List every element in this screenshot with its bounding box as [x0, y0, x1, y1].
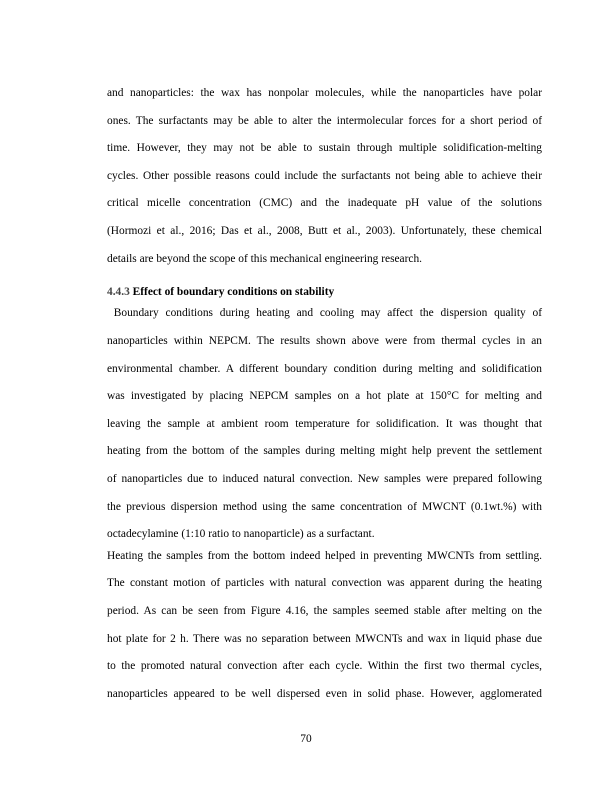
page-number: 70: [300, 733, 312, 745]
text-line: Boundary conditions during heating and cooling may affect the dispersion quality of: [107, 307, 542, 319]
section-heading: [107, 285, 542, 299]
section-title: Effect of boundary conditions on stability: [132, 286, 335, 298]
text-line: leaving the sample at ambient room temperature for solidification. It was thought that: [107, 418, 542, 430]
text-line: octadecylamine (1:10 ratio to nanoparticle) as a surfactant.: [107, 528, 375, 540]
text-line: of nanoparticles due to induced natural convection. New samples were prepared following: [107, 473, 542, 485]
text-line: nanoparticles within NEPCM. The results shown above were from thermal cycles in an: [107, 335, 542, 347]
text-line: critical micelle concentration (CMC) and the inadequate pH value of the solutions: [107, 197, 542, 209]
text-line: Heating the samples from the bottom indeed helped in preventing MWCNTs from settling.: [107, 550, 542, 562]
text-line: time. However, they may not be able to sustain through multiple solidification-melting: [107, 142, 542, 154]
text-line: (Hormozi et al., 2016; Das et al., 2008, Butt et al., 2003). Unfortunately, these chemical: [107, 225, 542, 237]
section-number: 4.4.3: [107, 286, 130, 298]
text-line: was investigated by placing NEPCM samples on a hot plate at 150°C for melting and: [107, 390, 542, 402]
text-line: environmental chamber. A different boundary condition during melting and solidification: [107, 363, 542, 375]
text-line: and nanoparticles: the wax has nonpolar molecules, while the nanoparticles have polar: [107, 87, 542, 99]
text-line: ones. The surfactants may be able to alter the intermolecular forces for a short period of: [107, 115, 542, 127]
text-line: the previous dispersion method using the same concentration of MWCNT (0.1wt.%) with: [107, 501, 542, 513]
text-line: hot plate for 2 h. There was no separation between MWCNTs and wax in liquid phase due: [107, 633, 542, 645]
text-line: nanoparticles appeared to be well dispersed even in solid phase. However, agglomerated: [107, 688, 542, 700]
text-line: to the promoted natural convection after each cycle. Within the first two thermal cycles,: [107, 660, 542, 672]
text-line: heating from the bottom of the samples during melting might help prevent the settlement: [107, 445, 542, 457]
text-line: details are beyond the scope of this mechanical engineering research.: [107, 253, 423, 265]
text-line: cycles. Other possible reasons could include the surfactants not being able to achieve their: [107, 170, 542, 182]
text-line: The constant motion of particles with natural convection was apparent during the heating: [107, 577, 542, 589]
text-line: period. As can be seen from Figure 4.16, the samples seemed stable after melting on the: [107, 605, 542, 617]
